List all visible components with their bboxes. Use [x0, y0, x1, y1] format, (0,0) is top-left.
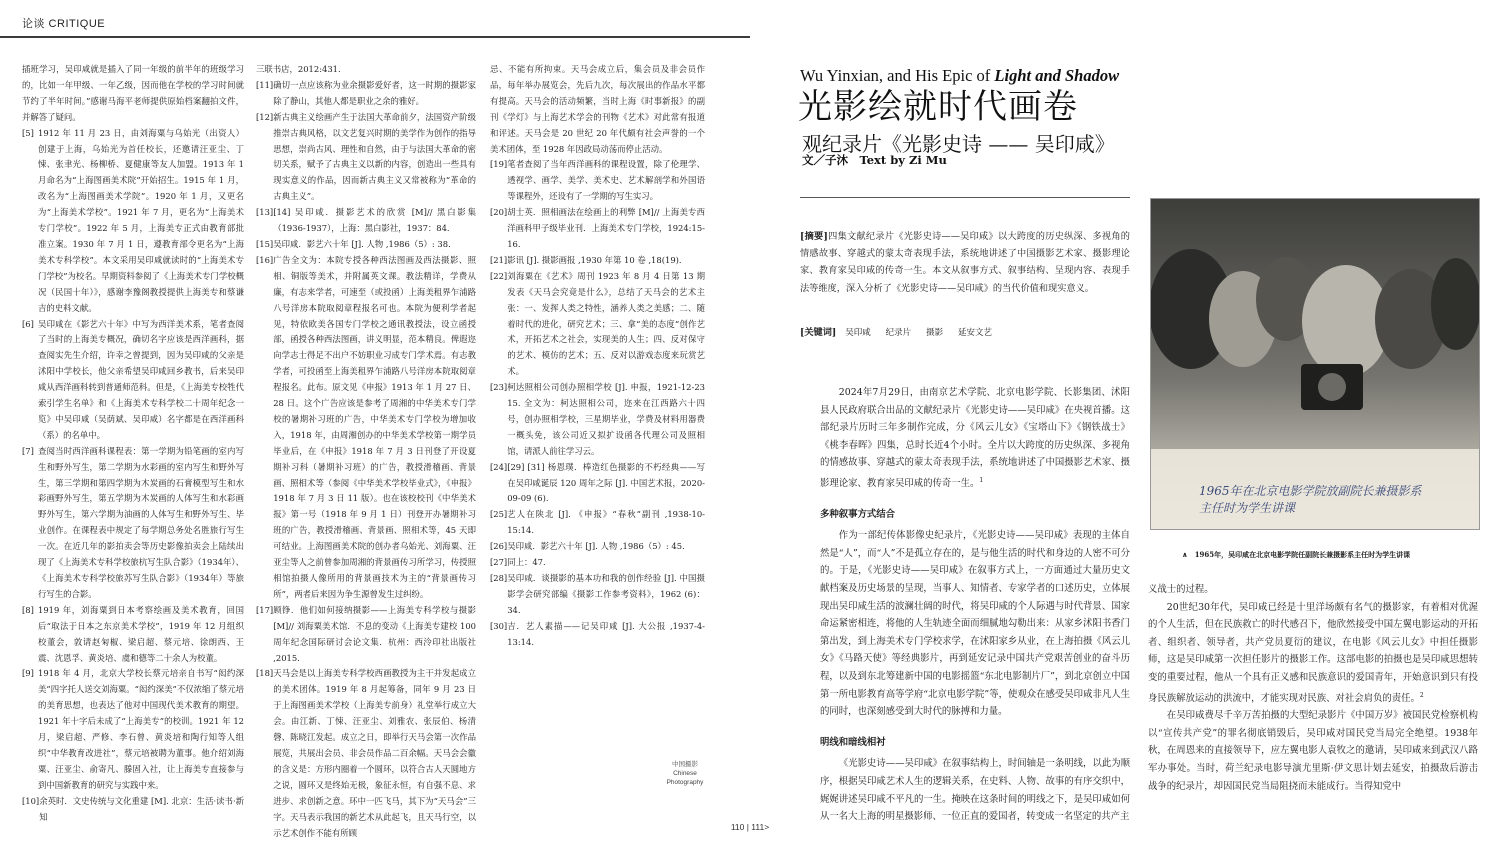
photo-inscription-1: 1965年在北京电影学院放副院长兼摄影系: [1199, 484, 1422, 498]
note-text: 1919 年，刘海粟到日本考察绘画及美术教育，回国后“取法于日本之东京美术学校”，1919 年 12 月组织校董会，敦请赵匊椒、梁启超、蔡元培、徐朗西、王震、沈恩孚、黄炎培、虞和德等二十余人为校董。: [38, 604, 244, 663]
note-item: [22, 126, 244, 317]
note-text: [14] 吴印咸．摄影艺术的欣赏 [M]// 黑白影集（1936-1937），上海：黑白影社，1937：84.: [273, 207, 476, 234]
note-number: [30]: [490, 620, 508, 631]
footnote-mark: 1: [979, 476, 984, 484]
note-item: [490, 253, 705, 269]
note-number: [7]: [22, 445, 34, 456]
note-continuation: 插班学习，吴印咸就是插入了同一年级的前半年的班级学习的，比如一年甲级、一年乙级，因而他在学校的学习时间就节约了半年时间。”感谢马海平老师提供原始档案翻拍文件，并解答了疑问。: [22, 64, 244, 122]
magazine-logo: [660, 760, 710, 787]
note-item: [22, 317, 244, 444]
abstract-text: 四集文献纪录片《光影史诗——吴印咸》以大跨度的历史纵深、多视角的情感故事、穿越式的蒙太奇表现手法，系统地讲述了中国摄影艺术家、摄影理论家、教育家吴印咸的传奇一生。本文从叙事方式、叙事结构、呈现内容、表现手法等维度，深入分析了《光影史诗——吴印咸》的当代价值和现实意义。: [800, 231, 1130, 294]
right-page: [750, 0, 1500, 846]
keyword: 摄影: [926, 328, 944, 338]
english-title-prefix: Wu Yinxian, and His Epic of: [800, 66, 995, 85]
note-text: 吴印咸．影艺六十年 [J]. 人物 ,1986（5）: 38.: [273, 238, 451, 249]
note-item: [490, 539, 705, 555]
intro-text: 2024年7月29日，由南京艺术学院、北京电影学院、长影集团、沭阳县人民政府联合出品的文献纪录片《光影史诗——吴印咸》在央视首播。这部纪录片历时三年多制作完成，分《风云儿女》《宝塔山下》《钢铁战士》《桃李春晖》四集，总时长近4个小时。全片以大跨度的历史纵深、多视角的情感故事、穿越式的蒙太奇表现手法，系统地讲述了中国摄影艺术家、摄影理论家、教育家吴印咸的传奇一生。: [820, 387, 1130, 490]
note-number: [23]: [490, 382, 508, 393]
note-number: [25]: [490, 509, 508, 520]
keyword: 纪录片: [885, 328, 912, 338]
note-text: 影讯 [J]. 摄影画报 ,1930 年第 10 卷 ,18(19).: [507, 254, 682, 265]
note-number: [28]: [490, 573, 508, 583]
note-number: [13]: [256, 207, 274, 218]
note-number: [10]: [22, 795, 40, 806]
note-number: [26]: [490, 541, 508, 552]
note-text: 查阅当时西洋画科课程表：第一学期为铅笔画的室内写生和野外写生，第二学期为水彩画的室内写生和野外写生，第三学期和第四学期为木炭画的石膏模型写生和水彩画野外写生，第五学期为木炭画的人体写生和水彩画野外写生，第六学期为油画的人体写生和野外写生、毕业创作。在课程表中规定了每学期总务处名胜旅行写生一次。在近几年的影拍卖会等历史影像拍卖会上陆续出现了《上海美术专科学校旅杭写生队合影》（1934年）、《上海美术专科学校旅苏写生队合影》（1934年）等旅行写生的合影。: [38, 445, 244, 599]
caption-mark: ∧: [1182, 550, 1188, 559]
note-number: [27]: [490, 557, 508, 568]
note-number: [20]: [490, 207, 508, 218]
byline: 文／子沐 Text by Zi Mu: [802, 153, 947, 167]
note-number: [18]: [256, 668, 274, 679]
body-paragraph-text: 20世纪30年代，吴印咸已经是十里洋场颇有名气的摄影家，有着相对优渥的个人生活，但在民族救亡的时代感召下，他欣然接受中国左翼电影运动的开拓者、组织者、领导者，共产党员夏衍的建议，在电影《风云儿女》中担任摄影师，这是吴印咸第一次担任影片的摄影工作。这部电影的拍摄也是吴印咸思想转变的重要过程，他从一个具有正义感和民族意识的爱国青年，开始意识到只有投身民族解放运动的洪流中，才能实现对民族、对社会肩负的责任。: [1148, 601, 1478, 704]
note-number: [21]: [490, 254, 508, 265]
note-number: [22]: [490, 270, 508, 281]
note-text: 同上：47.: [507, 557, 546, 568]
body-paragraph: 在吴印咸费尽千辛万苦拍摄的大型纪录影片《中国万岁》被国民党检察机构以“宣传共产党”的罪名彻底销毁后，吴印咸对国民党当局完全绝望。1938年秋，在周恩来的直接领导下，应左翼电影人袁牧之的邀请，吴印咸来到武汉八路军办事处。当时，荷兰纪录电影导演尤里斯·伊文思计划去延安，拍摄敌后游击战争的纪录片，却因国民党当局阻挠而未能成行。当得知党中: [1148, 710, 1478, 792]
photo-inscription-2: 主任时为学生讲课: [1199, 501, 1296, 515]
note-number: [11]: [256, 79, 274, 90]
intro-paragraph: [820, 384, 1130, 493]
note-item: [22, 794, 244, 826]
note-item: [490, 380, 705, 460]
chinese-subtitle: 观纪录片《光影史诗 —— 吴印咸》: [802, 132, 1115, 156]
keywords: [800, 324, 1130, 338]
english-title-italic: Light and Shadow: [994, 66, 1120, 85]
camera-lens: [1318, 373, 1346, 401]
note-item: [490, 507, 705, 539]
note-item: [256, 237, 476, 253]
note-item: [490, 555, 705, 571]
note-number: [9]: [22, 668, 34, 679]
note-text: 吴印咸在《影艺六十年》中写为西洋美术系，笔者查阅了当时的上海美专概况，确切名字应该是西洋画科，据查阅实先生介绍，许幸之曾提到，因为吴印咸的父亲是沭阳中学校长，他父亲希望吴印咸回乡教书，后来吴印咸从西洋画科转到普通师范科。但是，《上海美专校牲代索引学生名单》和《上海美术专科学校二十周年纪念一览》中吴印咸（吴荫斌、吴印咸）名字都是在西洋画科（系）的名单中。: [38, 318, 244, 440]
keyword: 吴印咸: [845, 328, 871, 338]
note-number: [5]: [22, 127, 34, 138]
note-item: [256, 78, 476, 110]
note-number: [8]: [22, 604, 34, 615]
note-text: [29] [31] 杨恩璞．棒造红色摄影的不朽经典——写在吴印咸诞辰 120 周年之际 [J]. 中国艺术报，2020-09-09 (6).: [507, 461, 705, 504]
section-heading: 明线和暗线相衬: [820, 736, 886, 748]
note-text: 吴印咸．影艺六十年 [J]. 人物 ,1986（5）: 45.: [507, 541, 685, 552]
note-continuation: 忌、不能有所拘束。天马会成立后，集会员及非会员作品，每年举办展览会，先后九次，每次展出的作品水平都有提高。天马会的活动频繁，当时上海《时事新报》的副刊《学灯》与上海艺术学会的刊物《艺术》对此常有报道和评述。天马会是 20 世纪 20 年代颇有社会声誉的一个美术团体，至 1928 年因政局动荡而停止活动。: [490, 64, 705, 154]
note-item: [256, 603, 476, 667]
running-header: 论谈 CRITIQUE: [22, 18, 106, 30]
section-paragraph: 作为一部纪传体影像史纪录片，《光影史诗——吴印咸》表现的主体自然是“人”，而“人”不是孤立存在的，是与他生活的时代和身边的人密不可分的。于是，《光影史诗——吴印咸》在叙事方式上，一方面通过大量历史文献档案及历史场景的呈现，当事人、知情者、专家学者的口述历史，立体展现出吴印咸生活的波澜壮阔的时代，将吴印咸的个人际遇与时代背景、国家命运紧密相连，将他的人生轨迹全面而细腻地勾勒出来：从家乡沭阳书香门第出发，到上海美术专门学校求学，在沭阳家乡从业，在上海拍摄《风云儿女》《马路天使》等经典影片，再到延安记录中国共产党艰苦创业的奋斗历程，以及到东北筹建新中国的电影摇篮“东北电影制片厂”，到北京创立中国第一所电影教育高等学府“北京电影学院”等，使观众在感受吴印咸非凡人生的同时，也深刻感受到大时代的脉搏和力量。: [820, 530, 1130, 718]
note-text: 新古典主义绘画产生于法国大革命前夕，法国资产阶级推崇古典风格，以文艺复兴时期的美学作为创作的指导思想，崇尚古风、理性和自然，由于与法国大革命的密切关系，赋予了古典主义以新的内容，创造出一些具有现实意义的作品，因而新古典主义又常被称为“革命的古典主义”。: [273, 111, 476, 202]
chinese-title: 光影绘就时代画卷: [798, 87, 1078, 127]
note-text: 1918 年 4 月，北京大学校长蔡元培亲自书写“闳约深美”四字托人送交刘海粟。“闳约深美”不仅浓缩了蔡元培的美育思想，也表达了他对中国现代美术教育的期望。1921 年十字后未成了“上海美专”的校训。1921 年 12 月，梁启超、严修、李石曾、黄炎培和陶行知等人组织“中华教育改进社”，蔡元培被聘为董事。他介绍刘海粟、汪亚尘、俞寄凡、滕固入社，让上海美专直接参与到中国新教育的研究与实践中来。: [38, 668, 244, 790]
note-number: [12]: [256, 111, 274, 122]
english-title: [800, 66, 1119, 86]
note-item: [256, 666, 476, 841]
note-number: [24]: [490, 461, 508, 472]
page-numbers: 110 | 111>: [730, 822, 770, 832]
note-continuation: 三联书店，2012:431.: [256, 64, 341, 74]
note-item: [22, 444, 244, 603]
abstract-label: [摘要]: [800, 231, 828, 242]
logo-en-line-2: Photography: [666, 779, 704, 786]
note-text: 广告全文为：本院专授各种西法图画及西法摄影、照相、铜版等美术，并附属英文课。教法精详，学费从廉，有志来学者，可速至（或投函）上海美租界乍浦路八号洋房本院取阅章程报名可也。本院为便利学者起见，特依欧美各国专门学校之通讯教授法，设立函授部，函授各种西法图画，讲义明显，范本精良。俾遐迩向学志士得足不出户不妨职业习成专门学术焉。有志教学者，可投函至上海美租界乍浦路八号洋房本院取阅章程报名。此布。原文见《申报》1913 年 1 月 27 日、28 日。这个广告应该是参考了周湘的中华美术专门学校的暑期补习班的广告，中华美术专门学校为增加收入，1918 年，由周湘创办的中华美术学校第一期学员毕业后，在《申报》1918 年 7 月 3 日刊登了开设夏期补习科（暑期补习班）的广告，教授滑稽画、背景画、照相术等（参阅《中华美术学校毕业式》，《申报》1918 年 7 月 3 日 11 版）。也在该校校刊《中华美术报》第一号（1918 年 9 月 1 日）刊登开办暑期补习班的广告，教授滑稽画、背景画、照相术等，45 天即可结业。上海图画美术院的创办者乌始光、刘海粟、汪亚尘等人之前曾参加周湘的背景画传习所学习，传授照相馆拍摄人像所用的背景画技术为主的“背景画传习所”，两者后来因为争生源曾发生过纠纷。: [273, 254, 476, 599]
header-rule: [0, 36, 750, 38]
note-item: [490, 460, 705, 508]
notes-column-3: [490, 62, 705, 651]
note-number: [15]: [256, 238, 274, 249]
note-text: 柯达照相公司创办照相学校 [J]. 申报，1921-12-23 15. 全文为：柯达照相公司，迩来在江西路六十四号，创办照相学校，三星期毕业，学费及材料用器费一概头免，该公司近又拟扩设函各代理公司及照相馆，请派人前往学习云。: [507, 382, 705, 456]
title-rule: [800, 197, 1130, 198]
footnote-mark: 2: [1419, 691, 1424, 699]
section-heading: 多种叙事方式结合: [820, 508, 896, 520]
note-text: 确切一点应该称为业余摄影爱好者，这一时期的摄影家除了静山，其他人都是职业之余的雅好。: [273, 79, 476, 106]
photo-caption: [1182, 550, 1482, 560]
note-item: [490, 157, 705, 205]
note-item: [256, 110, 476, 205]
section-paragraph: 《光影史诗——吴印咸》在叙事结构上，时间轴是一条明线，以此为顺序，根据吴印咸艺术人生的逻辑关系，在史料、人物、故事的有序交织中，娓娓讲述吴印咸不平凡的一生。掩映在这条时间的明线之下，是吴印咸如何从一名大上海的明星摄影师、一位正直的爱国者，转变成一名坚定的共产主: [820, 758, 1130, 823]
note-item: [490, 205, 705, 253]
historical-photo: [1150, 198, 1480, 530]
note-text: 天马会是以上海美专科学校西画教授为主干并发起成立的美术团体。1919 年 8 月起筹备，同年 9 月 23 日于上海图画美术学校（上海美专前身）礼堂举行成立大会。由江新、丁悚、汪亚尘、刘雅农、张辰伯、杨清磬、陈晓江发起。成立之日，即举行天马会第一次作品展览，共展出会员、非会员作品二百余幅。天马会会徽的含义是：方形内圈着一个圆环，以符合古人天圆地方之说，圆环又是终始无极，象征永恒，有自强不息、求进步、求创新之意。环中一匹飞马，其下为“天马会”三字。天马表示我国的新艺术从此起飞，且天马行空，以示艺术创作不能有所顾: [273, 668, 476, 838]
continued-paragraph: 义战士的过程。: [1148, 584, 1214, 595]
note-text: 吴印咸．谈摄影的基本功和我的创作经验 [J]. 中国摄影学会研究部编《摄影工作参考资料》，1962 (6)：34.: [507, 573, 705, 615]
abstract: [800, 228, 1130, 297]
body-paragraph: [1148, 599, 1478, 708]
article-body-left-column: [820, 384, 1130, 826]
notes-column-1: [22, 62, 244, 826]
note-number: [17]: [256, 604, 274, 615]
keywords-label: [关键词]: [800, 327, 837, 338]
note-text: 笔者查阅了当年西洋画科的课程设置，除了伦理学、透视学、画学、美学、美术史、艺术解剖学和外国语等课程外，还设有了一学期的写生实习。: [507, 159, 705, 202]
student-figure-5: [1431, 258, 1479, 350]
note-text: 刘海粟在《艺术》周刊 1923 年 8 月 4 日第 13 期发表《天马会究竟是什么》，总结了天马会的艺术主张：一、发挥人类之特性，涵养人类之美感；二、随着时代的进化，研究艺术；三、拿“美的态度”创作艺术，开拓艺术之社会，实现美的人生；四、反对保守的艺术、模仿的艺术；五、反对以游戏态度来玩赏艺术。: [507, 270, 705, 377]
keyword: 延安文艺: [958, 328, 993, 338]
note-text: 顾铮．他们如何接纳摄影——上海美专科学校与摄影 [M]// 刘海粟美术馆．不息的变动《上海美专建校 100 周年纪念国际研讨会论文集．杭州：西泠印社出版社 ,2015.: [273, 604, 476, 663]
note-number: [16]: [256, 254, 274, 265]
note-item: [256, 253, 476, 603]
note-item: [256, 205, 476, 237]
note-item: [22, 603, 244, 667]
caption-text: 1965年，吴印咸在北京电影学院任副院长兼摄影系主任时为学生讲课: [1194, 550, 1411, 559]
photo-illustration: [1151, 199, 1479, 529]
note-number: [19]: [490, 159, 508, 170]
logo-en-line-1: Chinese: [673, 770, 697, 777]
note-text: 胡士英．照相画法在绘画上的利弊 [M]// 上海美专西洋画科甲子级毕业刊．上海美术专门学校，1924:15-16.: [507, 207, 705, 249]
note-text: 艺人在陕北 [J]. 《申报》“春秋”副刊 ,1938-10-15:14.: [507, 509, 705, 536]
note-item: [22, 666, 244, 793]
note-text: 1912 年 11 月 23 日，由刘海粟与乌始光（出资人）创建于上海，乌始光为首任校长，还邀请汪亚尘、丁悚、张聿光、杨柳桥、夏健康等友人加盟。1913 年 1 月命名为“上海图画美术院”开始招生。1915 年 1 月，改名为“上海图画美术学院”。1920 年 1 月，又更名为“上海美术学校”。1921 年 7 月，更名为“上海美术专门学校”。1922 年 5 月，上海美专正式由教育部批准立案。1930 年 7 月 1 日，遵教育部令更名为“上海美术专科学校”。本文采用吴印咸就读时的“上海美术专门学校”为校名。早期资料参阅了《上海美术专门学校概况（民国十年）》，感谢李豫阁教授提供上海美专和蔡谦吉的史料文献。: [38, 127, 244, 313]
note-text: 余英时．文史传统与文化重建 [M]. 北京：生活·读书·新知: [39, 795, 244, 822]
article-body-right-column: [1148, 581, 1478, 795]
note-text: 吉．艺人素描——记吴印咸 [J]. 大公报 ,1937-4-13:14.: [507, 620, 705, 647]
notes-column-2: [256, 62, 476, 841]
logo-zh: 中国摄影: [672, 761, 698, 768]
note-item: [490, 619, 705, 651]
note-item: [490, 571, 705, 619]
note-item: [490, 269, 705, 380]
note-number: [6]: [22, 318, 34, 329]
